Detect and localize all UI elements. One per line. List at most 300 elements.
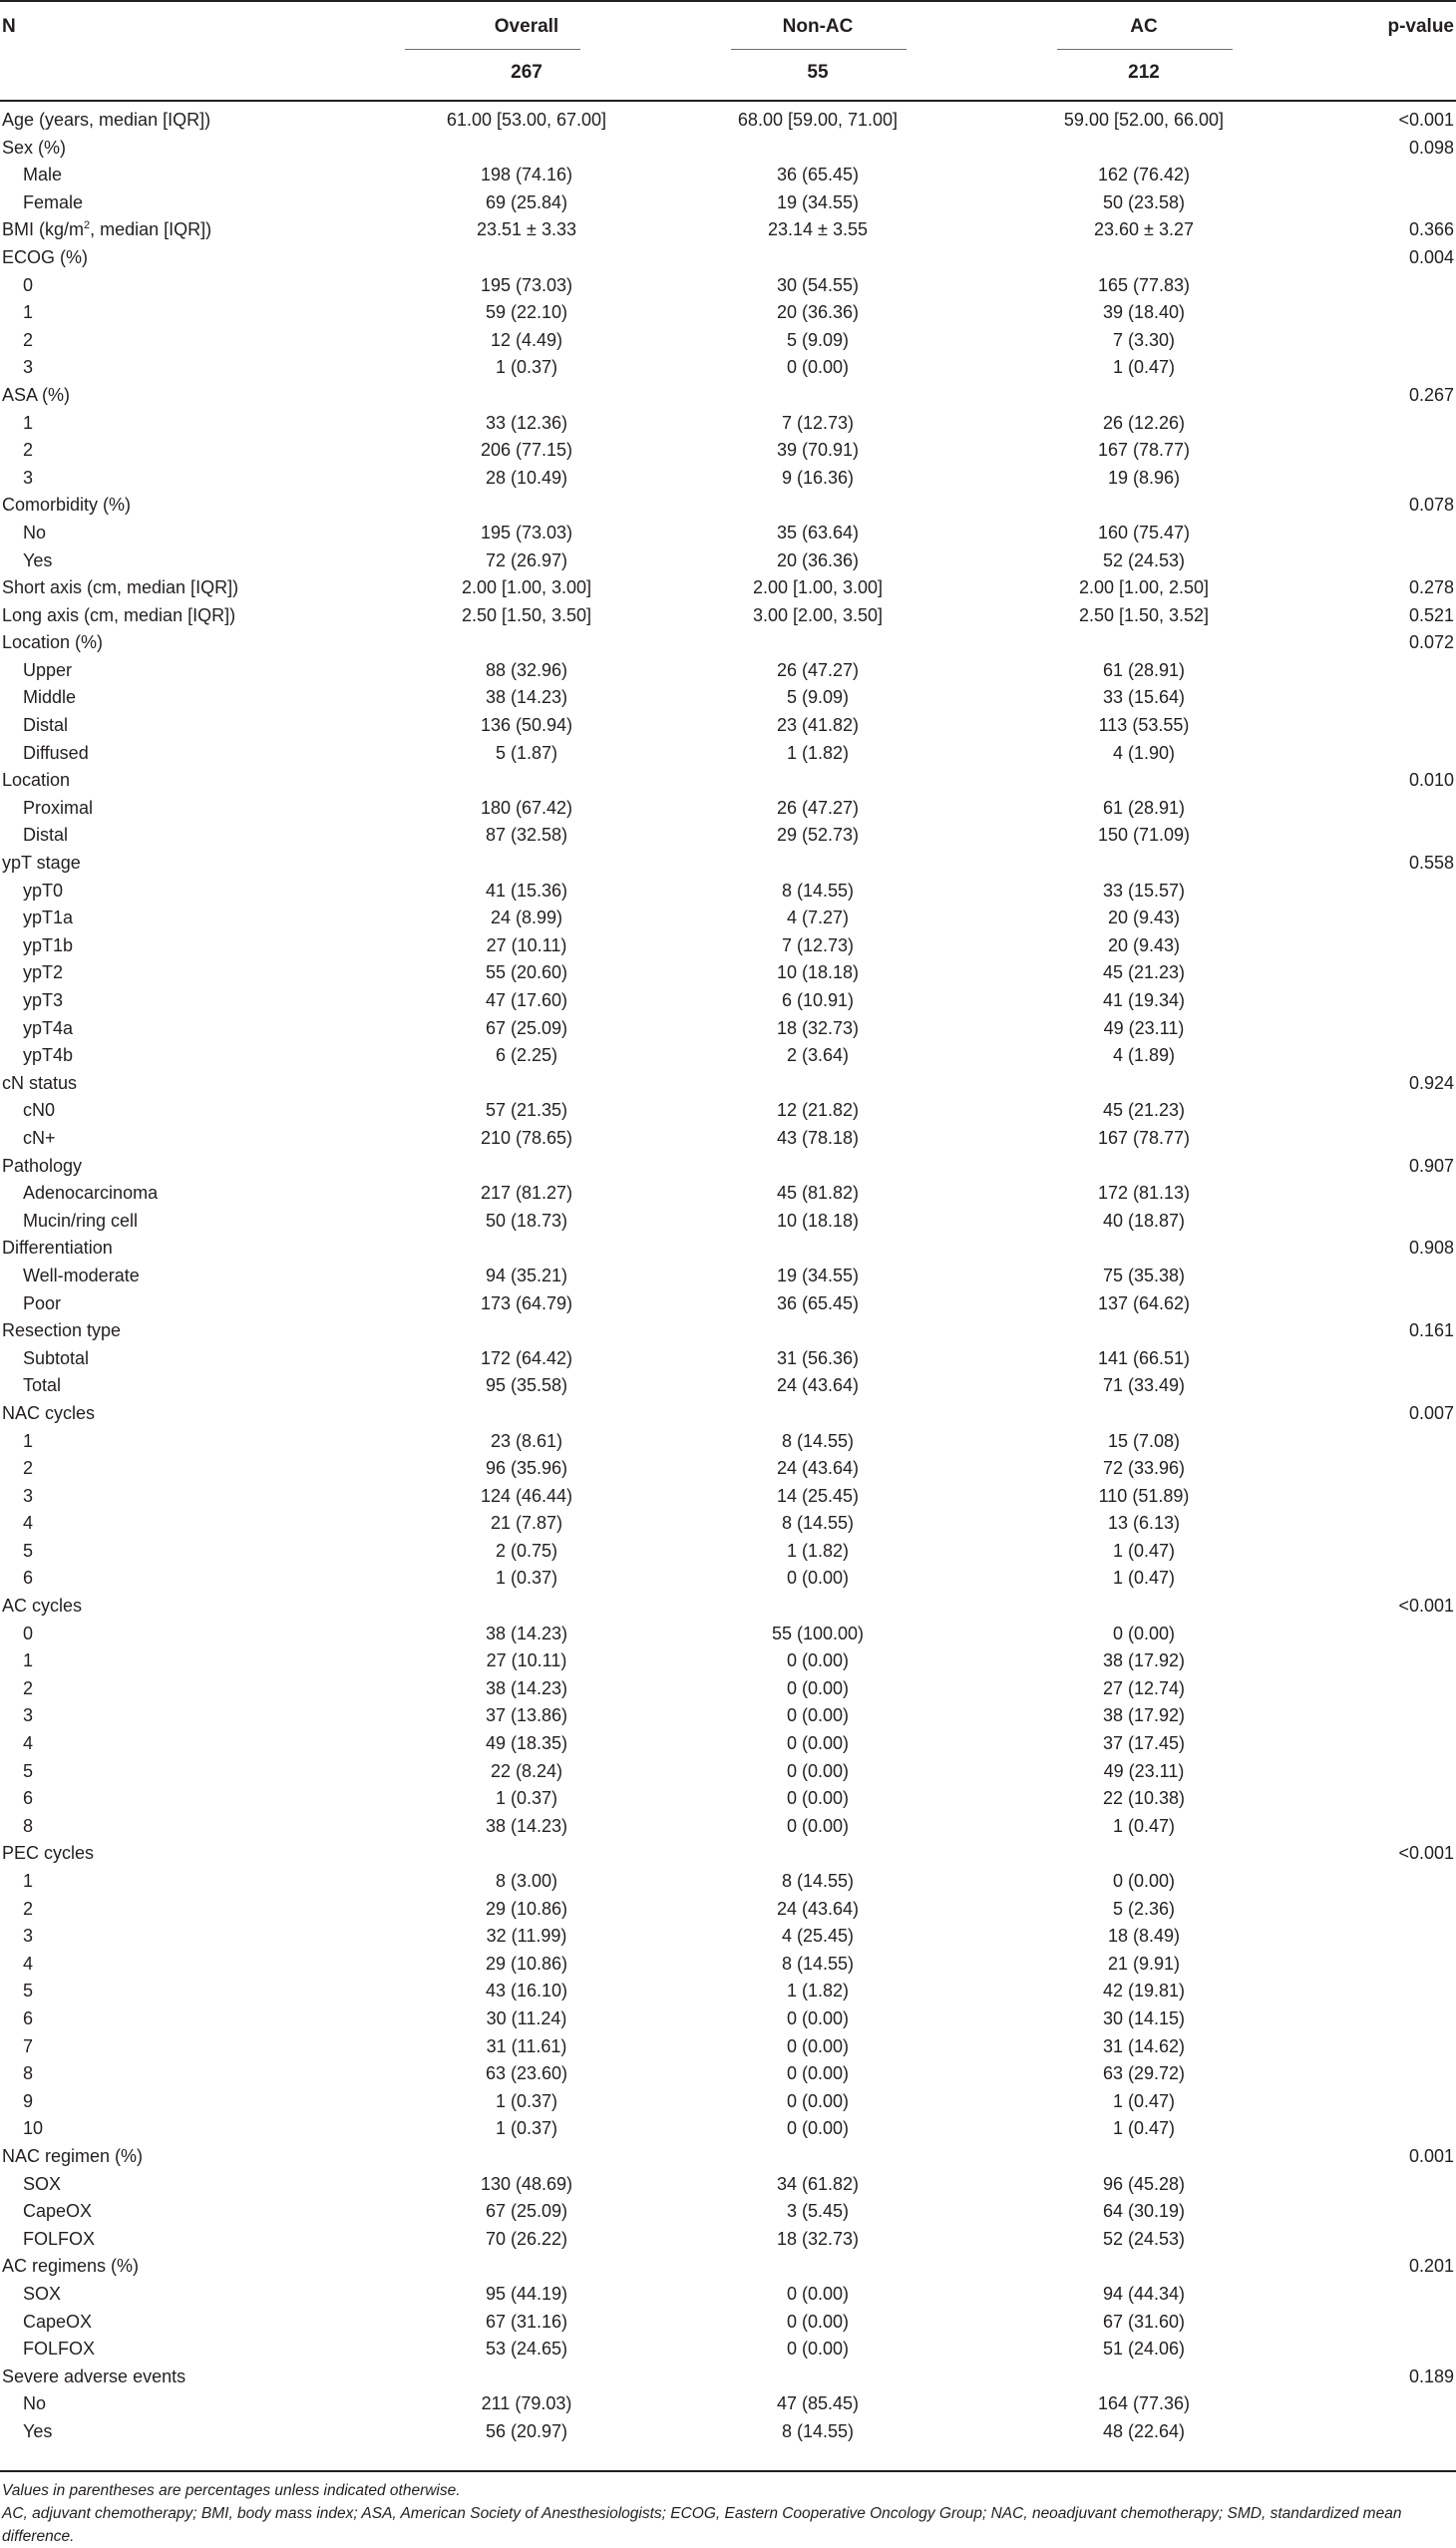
- cell-non-ac: 0 (0.00): [786, 2090, 850, 2111]
- table-row: [0, 1263, 1456, 1290]
- cell-p-value: 0.007: [1408, 1402, 1454, 1423]
- row-label: 10: [23, 2118, 44, 2139]
- cell-ac: 15 (7.08): [1107, 1430, 1181, 1451]
- cell-p-value: <0.001: [1398, 1596, 1454, 1617]
- cell-non-ac: 0 (0.00): [786, 1733, 850, 1754]
- cell-non-ac: 8 (14.55): [781, 1513, 855, 1534]
- cell-overall: 50 (18.73): [485, 1210, 568, 1231]
- cell-overall: 206 (77.15): [480, 440, 573, 461]
- cell-overall: 96 (35.96): [485, 1458, 568, 1479]
- table-row: [0, 932, 1456, 960]
- row-label: No: [23, 2393, 47, 2414]
- cell-non-ac: 0 (0.00): [786, 1815, 850, 1836]
- cell-ac: 1 (0.47): [1112, 357, 1176, 378]
- row-label: 6: [23, 2007, 34, 2028]
- cell-overall: 27 (10.11): [486, 934, 567, 955]
- cell-non-ac: 34 (61.82): [776, 2173, 860, 2194]
- cell-p-value: 0.161: [1408, 1320, 1454, 1341]
- cell-overall: 72 (26.97): [485, 549, 568, 570]
- cell-ac: 38 (17.92): [1102, 1650, 1186, 1671]
- row-label: Age (years, median [IQR]): [2, 110, 211, 130]
- table-row: [0, 684, 1456, 712]
- table-row: [0, 1070, 1456, 1098]
- table-row: [0, 1180, 1456, 1208]
- cell-non-ac: 24 (43.64): [776, 1898, 860, 1919]
- header-underline-non-ac: [731, 49, 907, 50]
- table-row: [0, 299, 1456, 327]
- cell-ac: 50 (23.58): [1102, 191, 1186, 212]
- cell-overall: 2 (0.75): [495, 1540, 558, 1561]
- row-label: 0: [23, 1623, 34, 1643]
- table-row: [0, 574, 1456, 602]
- cell-overall: 23 (8.61): [490, 1430, 563, 1451]
- cell-overall: 2.50 [1.50, 3.50]: [461, 604, 592, 625]
- cell-non-ac: 18 (32.73): [776, 2228, 860, 2249]
- cell-overall: 173 (64.79): [480, 1292, 573, 1313]
- table-row: [0, 2253, 1456, 2281]
- table-row: [0, 1565, 1456, 1593]
- cell-ac: 63 (29.72): [1102, 2063, 1186, 2084]
- row-label: Severe adverse events: [2, 2366, 186, 2386]
- cell-ac: 67 (31.60): [1102, 2311, 1186, 2332]
- cell-ac: 19 (8.96): [1107, 467, 1181, 488]
- table-row: [0, 354, 1456, 382]
- cell-p-value: 0.004: [1408, 246, 1454, 267]
- cell-non-ac: 0 (0.00): [786, 1788, 850, 1809]
- row-label: Well-moderate: [23, 1265, 140, 1285]
- cell-ac: 110 (51.89): [1098, 1485, 1190, 1506]
- row-label: Middle: [23, 687, 77, 708]
- cell-non-ac: 0 (0.00): [786, 2035, 850, 2056]
- cell-overall: 38 (14.23): [485, 1623, 568, 1643]
- cell-ac: 165 (77.83): [1097, 274, 1191, 295]
- row-label: 1: [23, 302, 34, 323]
- cell-non-ac: 20 (36.36): [776, 302, 860, 323]
- table-row: [0, 878, 1456, 906]
- cell-overall: 59 (22.10): [485, 302, 568, 323]
- cell-overall: 29 (10.86): [485, 1898, 568, 1919]
- row-label: Distal: [23, 715, 69, 736]
- table-row: [0, 1621, 1456, 1648]
- row-label: Yes: [23, 2420, 53, 2441]
- cell-ac: 96 (45.28): [1102, 2173, 1186, 2194]
- table-row: [0, 1840, 1456, 1868]
- cell-ac: 5 (2.36): [1112, 1898, 1176, 1919]
- cell-non-ac: 2.00 [1.00, 3.00]: [752, 577, 884, 598]
- cell-ac: 45 (21.23): [1102, 962, 1186, 983]
- cell-ac: 42 (19.81): [1102, 1981, 1186, 2002]
- cell-overall: 23.51 ± 3.33: [477, 219, 576, 240]
- table-row: [0, 2171, 1456, 2199]
- cell-overall: 1 (0.37): [495, 2118, 558, 2139]
- table-bottom-rule: [0, 2470, 1456, 2472]
- cell-overall: 1 (0.37): [495, 1568, 558, 1589]
- cell-non-ac: 0 (0.00): [786, 2063, 850, 2084]
- cell-ac: 41 (19.34): [1102, 990, 1186, 1010]
- cell-ac: 4 (1.89): [1112, 1045, 1176, 1066]
- row-label: ypT1b: [23, 934, 74, 955]
- row-label: FOLFOX: [23, 2339, 96, 2360]
- row-label: 3: [23, 1926, 34, 1947]
- cell-non-ac: 0 (0.00): [786, 1705, 850, 1726]
- cell-ac: 94 (44.34): [1102, 2283, 1186, 2304]
- row-label: Resection type: [2, 1320, 122, 1341]
- cell-overall: 43 (16.10): [485, 1981, 568, 2002]
- cell-overall: 63 (23.60): [485, 2063, 568, 2084]
- cell-p-value: 0.189: [1408, 2366, 1454, 2386]
- row-label: Proximal: [23, 797, 94, 818]
- cell-ac: 49 (23.11): [1103, 1017, 1185, 1038]
- cell-non-ac: 1 (1.82): [786, 1981, 850, 2002]
- row-label: Location (%): [2, 632, 104, 653]
- table-row: [0, 382, 1456, 410]
- cell-ac: 0 (0.00): [1112, 1871, 1176, 1891]
- cell-ac: 20 (9.43): [1107, 934, 1181, 955]
- table-row: [0, 437, 1456, 465]
- cell-p-value: 0.278: [1408, 577, 1454, 598]
- cell-ac: 2.50 [1.50, 3.52]: [1078, 604, 1210, 625]
- table-row: [0, 1978, 1456, 2005]
- table-row: [0, 2033, 1456, 2061]
- header-label-column: N: [2, 16, 16, 37]
- cell-ac: 33 (15.64): [1102, 687, 1186, 708]
- cell-overall: 55 (20.60): [485, 962, 568, 983]
- row-label: Poor: [23, 1292, 62, 1313]
- table-body: [0, 107, 1456, 2445]
- table-row: [0, 1813, 1456, 1841]
- row-label: 3: [23, 1485, 34, 1506]
- cell-ac: 7 (3.30): [1112, 329, 1176, 350]
- cell-overall: 69 (25.84): [485, 191, 568, 212]
- cell-overall: 198 (74.16): [480, 165, 573, 185]
- cell-ac: 61 (28.91): [1102, 797, 1186, 818]
- cell-non-ac: 8 (14.55): [781, 1430, 855, 1451]
- row-label: Location: [2, 770, 71, 791]
- cell-ac: 164 (77.36): [1097, 2393, 1191, 2414]
- cell-p-value: 0.521: [1408, 604, 1454, 625]
- row-label: 3: [23, 357, 34, 378]
- cell-ac: 1 (0.47): [1112, 1815, 1176, 1836]
- row-label: ypT stage: [2, 853, 81, 874]
- table-footnotes: [2, 2479, 1454, 2548]
- cell-ac: 27 (12.74): [1102, 1677, 1186, 1698]
- row-label: ypT1a: [23, 908, 74, 928]
- cell-non-ac: 10 (18.18): [776, 962, 860, 983]
- cell-overall: 210 (78.65): [480, 1127, 573, 1148]
- cell-non-ac: 8 (14.55): [781, 2420, 855, 2441]
- table-row: [0, 822, 1456, 850]
- row-label: 4: [23, 1953, 34, 1974]
- cell-non-ac: 8 (14.55): [781, 880, 855, 901]
- cell-ac: 59.00 [52.00, 66.00]: [1063, 110, 1225, 130]
- table-row: [0, 2390, 1456, 2418]
- cell-overall: 53 (24.65): [485, 2339, 568, 2360]
- cell-non-ac: 1 (1.82): [786, 742, 850, 763]
- cell-non-ac: 20 (36.36): [776, 549, 860, 570]
- cell-non-ac: 19 (34.55): [776, 191, 860, 212]
- table-row: [0, 135, 1456, 163]
- row-label: cN+: [23, 1127, 56, 1148]
- cell-overall: 33 (12.36): [485, 412, 568, 433]
- cell-overall: 67 (25.09): [485, 2201, 568, 2222]
- cell-non-ac: 8 (14.55): [781, 1871, 855, 1891]
- table-row: [0, 1153, 1456, 1181]
- table-row: [0, 189, 1456, 217]
- cell-non-ac: 6 (10.91): [781, 990, 855, 1010]
- cell-non-ac: 5 (9.09): [786, 329, 850, 350]
- cell-overall: 30 (11.24): [486, 2007, 567, 2028]
- cell-ac: 37 (17.45): [1102, 1733, 1186, 1754]
- cell-non-ac: 4 (7.27): [786, 908, 850, 928]
- header-underline-ac: [1057, 49, 1233, 50]
- table-row: [0, 1647, 1456, 1675]
- row-label: 5: [23, 1760, 34, 1781]
- table-row: [0, 850, 1456, 878]
- cell-ac: 40 (18.87): [1102, 1210, 1186, 1231]
- cell-non-ac: 5 (9.09): [786, 687, 850, 708]
- cell-non-ac: 36 (65.45): [776, 165, 860, 185]
- row-label: 1: [23, 1871, 34, 1891]
- cell-overall: 31 (11.61): [486, 2035, 567, 2056]
- cell-ac: 20 (9.43): [1107, 908, 1181, 928]
- cell-non-ac: 1 (1.82): [786, 1540, 850, 1561]
- cell-ac: 113 (53.55): [1098, 715, 1190, 736]
- cell-non-ac: 3.00 [2.00, 3.50]: [752, 604, 884, 625]
- row-label: 2: [23, 440, 34, 461]
- cell-non-ac: 0 (0.00): [786, 2118, 850, 2139]
- table-row: [0, 2088, 1456, 2116]
- cell-overall: 38 (14.23): [485, 1677, 568, 1698]
- cell-p-value: 0.072: [1408, 632, 1454, 653]
- cell-overall: 61.00 [53.00, 67.00]: [446, 110, 607, 130]
- table-row: [0, 1042, 1456, 1070]
- table-row: [0, 767, 1456, 795]
- header-non-ac: Non-AC: [782, 16, 854, 37]
- row-label: Upper: [23, 659, 73, 680]
- table-row: [0, 1593, 1456, 1621]
- cell-overall: 32 (11.99): [486, 1926, 567, 1947]
- cell-ac: 33 (15.57): [1102, 880, 1186, 901]
- footnote-2: AC, adjuvant chemotherapy; BMI, body mass index; ASA, American Society of Anesthesiologists; ECOG, Eastern Cooperative Oncology Group; NAC, neoadjuvant chemotherapy; SMD, standardized mean difference.: [2, 2505, 1402, 2545]
- table-row: [0, 657, 1456, 685]
- cell-overall: 95 (35.58): [485, 1375, 568, 1396]
- cell-overall: 12 (4.49): [490, 329, 563, 350]
- table-row: [0, 547, 1456, 575]
- row-label: PEC cycles: [2, 1843, 95, 1864]
- cell-non-ac: 7 (12.73): [781, 934, 855, 955]
- cell-overall: 211 (79.03): [481, 2393, 572, 2414]
- table-row: [0, 410, 1456, 438]
- cell-p-value: <0.001: [1398, 110, 1454, 130]
- cell-ac: 51 (24.06): [1102, 2339, 1186, 2360]
- header-p-value: p-value: [1387, 16, 1454, 37]
- table-row: [0, 216, 1456, 244]
- cell-overall: 124 (46.44): [480, 1485, 573, 1506]
- table-row: [0, 520, 1456, 547]
- cell-ac: 162 (76.42): [1097, 165, 1191, 185]
- cell-ac: 150 (71.09): [1097, 825, 1191, 846]
- cell-non-ac: 0 (0.00): [786, 1760, 850, 1781]
- table-row: [0, 712, 1456, 740]
- cell-non-ac: 45 (81.82): [776, 1183, 860, 1204]
- cell-ac: 38 (17.92): [1102, 1705, 1186, 1726]
- row-label: Long axis (cm, median [IQR]): [2, 604, 236, 625]
- cell-p-value: <0.001: [1398, 1843, 1454, 1864]
- row-label: Male: [23, 165, 63, 185]
- cell-non-ac: 0 (0.00): [786, 1568, 850, 1589]
- cell-non-ac: 0 (0.00): [786, 357, 850, 378]
- cell-ac: 21 (9.91): [1107, 1953, 1181, 1974]
- table-row: [0, 2143, 1456, 2171]
- row-label: 1: [23, 1650, 34, 1671]
- table-row: [0, 1235, 1456, 1263]
- cell-overall: 47 (17.60): [485, 990, 568, 1010]
- table-row: [0, 492, 1456, 520]
- row-label: 1: [23, 1430, 34, 1451]
- cell-p-value: 0.010: [1408, 770, 1454, 791]
- table-row: [0, 1675, 1456, 1703]
- cell-non-ac: 29 (52.73): [776, 825, 860, 846]
- cell-p-value: 0.558: [1408, 853, 1454, 874]
- cell-ac: 23.60 ± 3.27: [1094, 219, 1194, 240]
- table-row: [0, 465, 1456, 493]
- row-label: Comorbidity (%): [2, 495, 132, 516]
- table-row: [0, 2364, 1456, 2391]
- cell-overall: 8 (3.00): [495, 1871, 558, 1891]
- cell-non-ac: 3 (5.45): [786, 2201, 850, 2222]
- cell-non-ac: 2 (3.64): [786, 1045, 850, 1066]
- cell-ac: 172 (81.13): [1097, 1183, 1191, 1204]
- cell-non-ac: 7 (12.73): [781, 412, 855, 433]
- cell-overall: 5 (1.87): [495, 742, 558, 763]
- cell-ac: 141 (66.51): [1097, 1347, 1191, 1368]
- cell-overall: 37 (13.86): [485, 1705, 568, 1726]
- row-label: NAC regimen (%): [2, 2145, 144, 2166]
- cell-ac: 26 (12.26): [1102, 412, 1186, 433]
- cell-p-value: 0.078: [1408, 495, 1454, 516]
- table-row: [0, 1896, 1456, 1924]
- cell-overall: 1 (0.37): [495, 2090, 558, 2111]
- cell-non-ac: 0 (0.00): [786, 2283, 850, 2304]
- cell-ac: 1 (0.47): [1112, 2118, 1176, 2139]
- row-label: 4: [23, 1733, 34, 1754]
- cell-overall: 195 (73.03): [480, 274, 573, 295]
- row-label: 6: [23, 1568, 34, 1589]
- cell-ac: 39 (18.40): [1102, 302, 1186, 323]
- table-row: [0, 2115, 1456, 2143]
- cell-ac: 1 (0.47): [1112, 1568, 1176, 1589]
- cell-non-ac: 68.00 [59.00, 71.00]: [737, 110, 899, 130]
- cell-p-value: 0.907: [1408, 1155, 1454, 1176]
- row-label: Adenocarcinoma: [23, 1183, 159, 1204]
- row-label: Diffused: [23, 742, 89, 763]
- table-row: [0, 602, 1456, 630]
- cell-overall: 136 (50.94): [480, 715, 573, 736]
- cell-non-ac: 30 (54.55): [776, 274, 860, 295]
- cell-overall: 70 (26.22): [485, 2228, 568, 2249]
- row-label: ypT0: [23, 880, 64, 901]
- cell-p-value: 0.908: [1408, 1238, 1454, 1259]
- row-label: SOX: [23, 2283, 62, 2304]
- row-label: 8: [23, 2063, 34, 2084]
- cell-ac: 64 (30.19): [1102, 2201, 1186, 2222]
- row-label: Sex (%): [2, 137, 67, 158]
- table-row: [0, 1951, 1456, 1979]
- table-row: [0, 629, 1456, 657]
- table-row: [0, 1510, 1456, 1538]
- table-row: [0, 244, 1456, 272]
- cell-overall: 22 (8.24): [490, 1760, 563, 1781]
- cell-ac: 72 (33.96): [1102, 1458, 1186, 1479]
- cell-ac: 1 (0.47): [1112, 2090, 1176, 2111]
- cell-ac: 2.00 [1.00, 2.50]: [1078, 577, 1210, 598]
- cell-ac: 75 (35.38): [1102, 1265, 1186, 1285]
- table-row: [0, 1290, 1456, 1318]
- cell-ac: 167 (78.77): [1097, 1127, 1191, 1148]
- cell-non-ac: 35 (63.64): [776, 522, 860, 543]
- cell-non-ac: 36 (65.45): [776, 1292, 860, 1313]
- table-row: [0, 2418, 1456, 2446]
- table-row: [0, 1730, 1456, 1758]
- cell-non-ac: 23.14 ± 3.55: [768, 219, 868, 240]
- cell-non-ac: 12 (21.82): [776, 1100, 860, 1121]
- row-label: Yes: [23, 549, 53, 570]
- table-count-row: [0, 52, 1456, 100]
- row-label: Mucin/ring cell: [23, 1210, 139, 1231]
- cell-p-value: 0.001: [1408, 2145, 1454, 2166]
- header-ac: AC: [1130, 16, 1158, 37]
- table-row: [0, 2281, 1456, 2309]
- table-row: [0, 1400, 1456, 1428]
- table-row: [0, 1785, 1456, 1813]
- table-row: [0, 905, 1456, 932]
- footnote-1: Values in parentheses are percentages unless indicated otherwise.: [2, 2482, 461, 2499]
- cell-overall: 195 (73.03): [480, 522, 573, 543]
- table-row: [0, 1702, 1456, 1730]
- cell-non-ac: 9 (16.36): [781, 467, 855, 488]
- row-label: 2: [23, 1677, 34, 1698]
- row-label: Distal: [23, 825, 69, 846]
- row-label: ypT3: [23, 990, 64, 1010]
- row-label: 2: [23, 1898, 34, 1919]
- table-row: [0, 959, 1456, 987]
- cell-non-ac: 55 (100.00): [771, 1623, 865, 1643]
- table-row: [0, 162, 1456, 189]
- cell-overall: 6 (2.25): [495, 1045, 558, 1066]
- cell-overall: 1 (0.37): [495, 1788, 558, 1809]
- cell-overall: 130 (48.69): [480, 2173, 573, 2194]
- cell-p-value: 0.098: [1408, 137, 1454, 158]
- row-label: Short axis (cm, median [IQR]): [2, 577, 239, 598]
- cell-non-ac: 24 (43.64): [776, 1375, 860, 1396]
- cell-overall: 56 (20.97): [485, 2420, 568, 2441]
- row-label: Pathology: [2, 1155, 83, 1176]
- table-row: [0, 1538, 1456, 1566]
- table-row: [0, 1208, 1456, 1236]
- cell-non-ac: 47 (85.45): [776, 2393, 860, 2414]
- row-label: ypT4a: [23, 1017, 74, 1038]
- table-row: [0, 2005, 1456, 2033]
- header-overall: Overall: [494, 16, 559, 37]
- cell-p-value: 0.924: [1408, 1072, 1454, 1093]
- cell-ac: 61 (28.91): [1102, 659, 1186, 680]
- table-row: [0, 1758, 1456, 1786]
- cell-non-ac: 0 (0.00): [786, 1677, 850, 1698]
- table-row: [0, 2309, 1456, 2337]
- table-row: [0, 1455, 1456, 1483]
- row-label: AC cycles: [2, 1596, 83, 1617]
- table-row: [0, 2060, 1456, 2088]
